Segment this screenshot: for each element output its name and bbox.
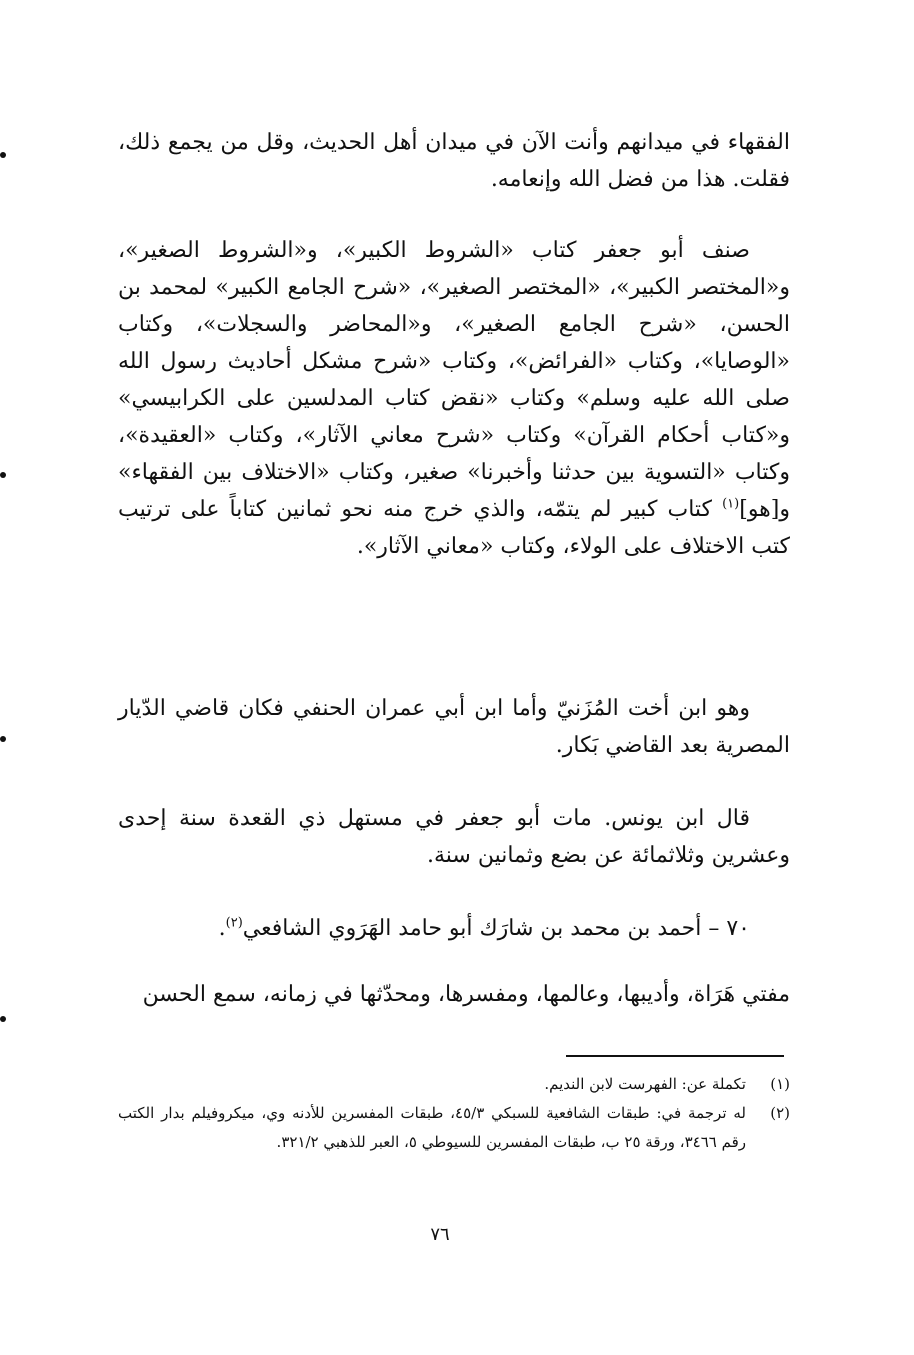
margin-mark bbox=[0, 152, 6, 158]
paragraph-1 bbox=[118, 124, 790, 198]
footnote-text: تكملة عن: الفهرست لابن النديم. bbox=[544, 1075, 746, 1093]
footnotes bbox=[118, 1070, 790, 1157]
entry-heading bbox=[118, 910, 790, 947]
paragraph-3 bbox=[118, 690, 790, 764]
paragraph-text: قال ابن يونس. مات أبو جعفر في مستهل ذي القعدة سنة إحدى وعشرين وثلاثمائة عن بضع وثمانين سنة. bbox=[118, 806, 790, 868]
footnote-ref-1[interactable]: (١) bbox=[722, 496, 740, 512]
paragraph-text-part: صنف أبو جعفر كتاب «الشروط الكبير»، و«الشروط الصغير»، و«المختصر الكبير»، «المختصر الصغير»، «شرح الجامع الكبير» لمحمد بن الحسن، «شرح الجامع الصغير»، و«المحاضر والسجلات»، وكتاب «الوصايا»، وكتاب «الفرائض»، وكتاب «شرح مشكل أحاديث رسول الله صلى الله عليه وسلم» وكتاب «نقض كتاب المدلسين على الكرابيسي» و«كتاب أحكام القرآن» وكتاب «شرح معاني الآثار»، وكتاب «العقيدة»، وكتاب «التسوية بين حدثنا وأخبرنا» صغير، وكتاب «الاختلاف بين الفقهاء» و[هو] bbox=[118, 238, 790, 522]
margin-mark bbox=[0, 472, 6, 478]
paragraph-text-part: كتاب كبير لم يتمّه، والذي خرج منه نحو ثمانين كتاباً على ترتيب كتب الاختلاف على الولاء، وكتاب «معاني الآثار». bbox=[118, 497, 790, 559]
paragraph-text bbox=[118, 232, 790, 565]
footnote-text: له ترجمة في: طبقات الشافعية للسبكي ٤٥/٣، طبقات المفسرين للأدنه وي، ميكروفيلم بدار الكتب رقم ٣٤٦٦، ورقة ٢٥ ب، طبقات المفسرين للسيوطي ٥، العبر للذهبي ٣٢١/٢. bbox=[118, 1104, 746, 1151]
entry-heading-text bbox=[118, 910, 790, 947]
paragraph-text: الفقهاء في ميدانهم وأنت الآن في ميدان أهل الحديث، وقل من يجمع ذلك، فقلت. هذا من فضل الله وإنعامه. bbox=[118, 130, 790, 192]
margin-mark bbox=[0, 736, 6, 742]
footnote-1 bbox=[118, 1070, 790, 1099]
page-number: ٧٦ bbox=[430, 1224, 450, 1245]
paragraph-4 bbox=[118, 800, 790, 874]
footnote-2 bbox=[118, 1099, 790, 1157]
margin-mark bbox=[0, 1016, 6, 1022]
paragraph-text: مفتي هَرَاة، وأديبها، وعالمها، ومفسرها، ومحدّثها في زمانه، سمع الحسن bbox=[142, 982, 790, 1007]
footnote-separator bbox=[566, 1055, 784, 1057]
paragraph-text: وهو ابن أخت المُزَنيّ وأما ابن أبي عمران الحنفي فكان قاضي الدّيار المصرية بعد القاضي بَكار. bbox=[118, 696, 790, 758]
paragraph-5 bbox=[118, 976, 790, 1013]
entry-end: . bbox=[218, 916, 226, 941]
footnote-number: (٢) bbox=[770, 1104, 790, 1122]
footnote-ref-2[interactable]: (٢) bbox=[225, 915, 243, 931]
paragraph-2 bbox=[118, 232, 790, 565]
entry-title: ٧٠ – أحمد بن محمد بن شارَك أبو حامد الهَرَوي الشافعي bbox=[242, 916, 750, 941]
footnote-number: (١) bbox=[770, 1075, 790, 1093]
